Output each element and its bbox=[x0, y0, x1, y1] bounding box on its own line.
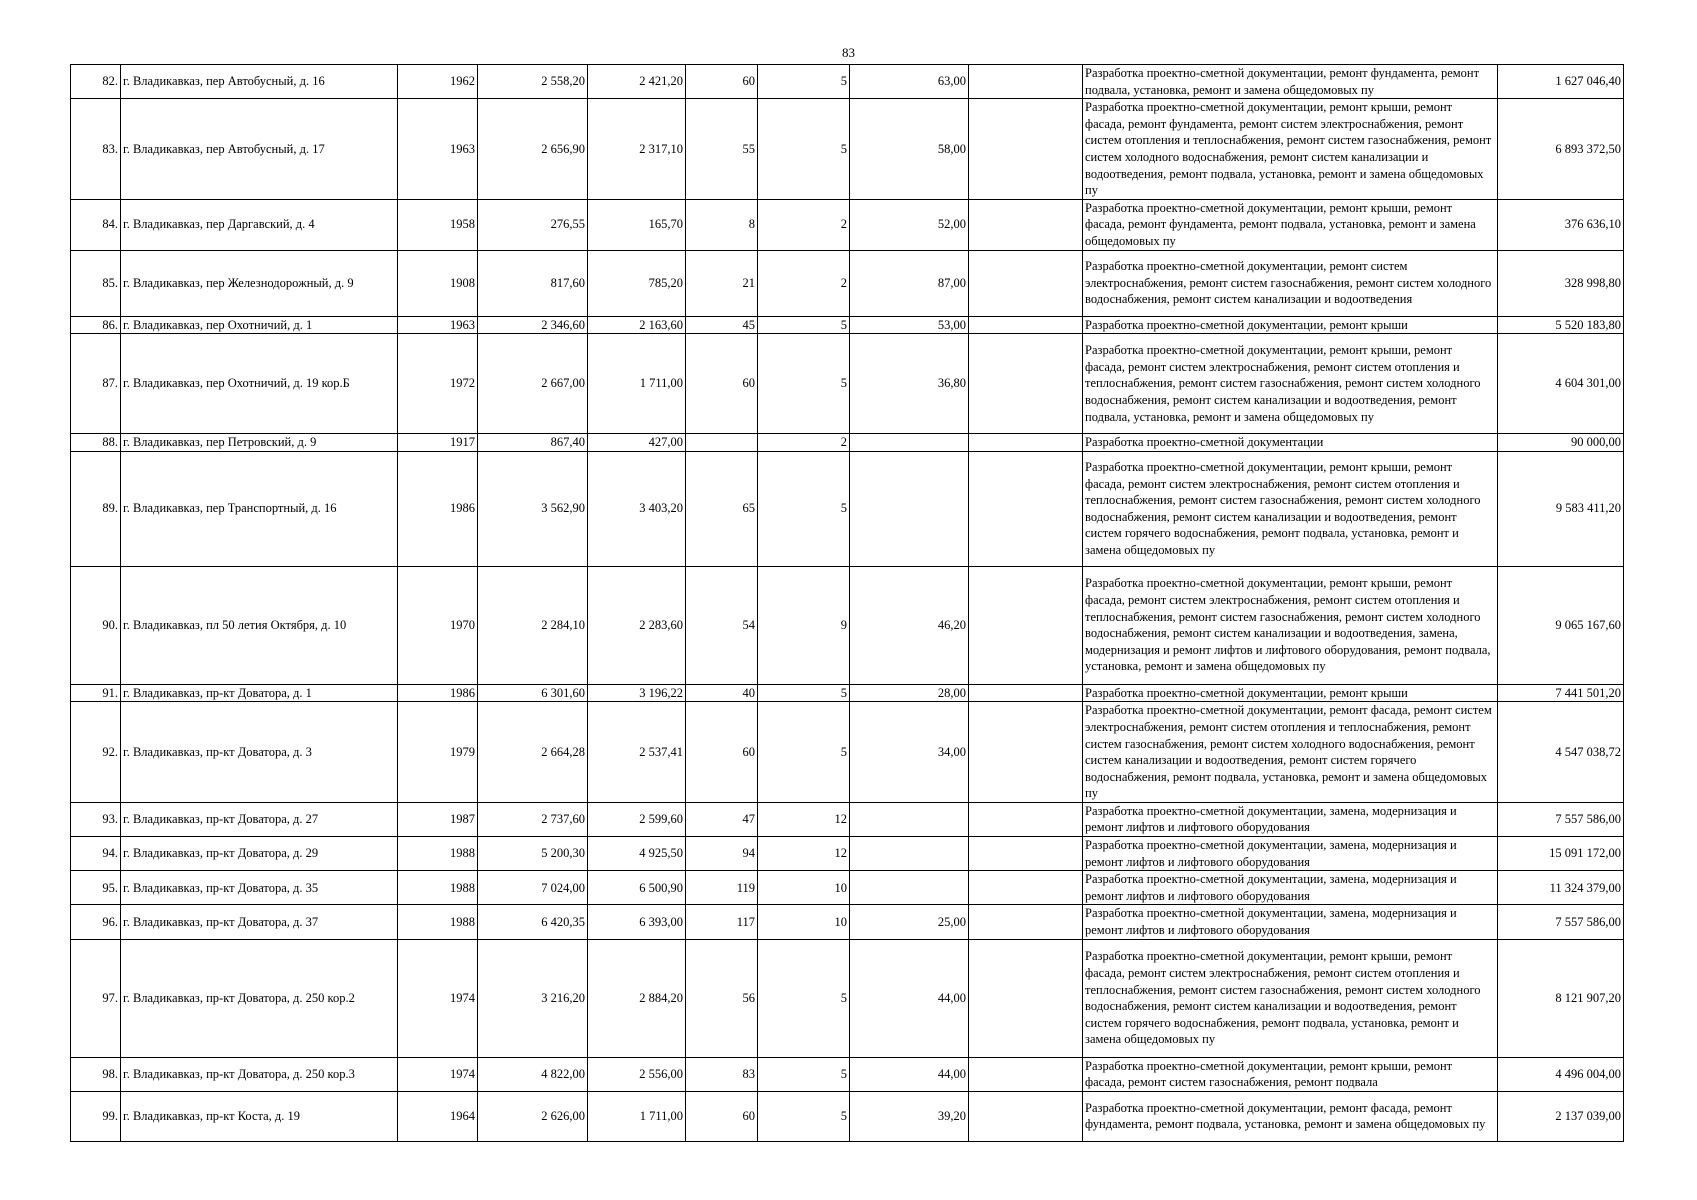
wear-cell: 44,00 bbox=[850, 1057, 969, 1091]
wear-cell: 46,20 bbox=[850, 566, 969, 684]
residents-cell: 60 bbox=[686, 1091, 758, 1141]
extra-cell bbox=[969, 334, 1083, 434]
cost-cell: 5 520 183,80 bbox=[1498, 316, 1624, 334]
extra-cell bbox=[969, 434, 1083, 452]
living-area-cell: 2 317,10 bbox=[588, 99, 686, 200]
wear-cell: 63,00 bbox=[850, 65, 969, 99]
living-area-cell: 1 711,00 bbox=[588, 334, 686, 434]
living-area-cell: 2 599,60 bbox=[588, 802, 686, 836]
address-cell: г. Владикавказ, пр-кт Коста, д. 19 bbox=[121, 1091, 398, 1141]
cost-cell: 7 557 586,00 bbox=[1498, 905, 1624, 939]
address-cell: г. Владикавказ, пр-кт Доватора, д. 250 кор.2 bbox=[121, 939, 398, 1057]
table-row bbox=[71, 1057, 1624, 1091]
residents-cell: 55 bbox=[686, 99, 758, 200]
residents-cell bbox=[686, 434, 758, 452]
row-number: 87. bbox=[71, 334, 121, 434]
year-cell: 1917 bbox=[398, 434, 478, 452]
residents-cell: 117 bbox=[686, 905, 758, 939]
cost-cell: 376 636,10 bbox=[1498, 199, 1624, 250]
wear-cell: 58,00 bbox=[850, 99, 969, 200]
table-row bbox=[71, 1091, 1624, 1141]
living-area-cell: 2 421,20 bbox=[588, 65, 686, 99]
living-area-cell: 427,00 bbox=[588, 434, 686, 452]
floors-cell: 9 bbox=[758, 566, 850, 684]
living-area-cell: 2 537,41 bbox=[588, 702, 686, 803]
floors-cell: 5 bbox=[758, 1091, 850, 1141]
total-area-cell: 2 737,60 bbox=[478, 802, 588, 836]
cost-cell: 328 998,80 bbox=[1498, 250, 1624, 316]
extra-cell bbox=[969, 905, 1083, 939]
cost-cell: 90 000,00 bbox=[1498, 434, 1624, 452]
year-cell: 1958 bbox=[398, 199, 478, 250]
year-cell: 1962 bbox=[398, 65, 478, 99]
table-row bbox=[71, 702, 1624, 803]
floors-cell: 5 bbox=[758, 65, 850, 99]
address-cell: г. Владикавказ, пр-кт Доватора, д. 37 bbox=[121, 905, 398, 939]
total-area-cell: 2 664,28 bbox=[478, 702, 588, 803]
year-cell: 1988 bbox=[398, 871, 478, 905]
works-description-cell: Разработка проектно-сметной документации, замена, модернизация и ремонт лифтов и лифтового оборудования bbox=[1083, 802, 1498, 836]
row-number: 89. bbox=[71, 451, 121, 566]
works-description-cell: Разработка проектно-сметной документации, ремонт систем электроснабжения, ремонт систем газоснабжения, ремонт систем холодного водоснабжения, ремонт систем канализации и водоотведения bbox=[1083, 250, 1498, 316]
total-area-cell: 6 301,60 bbox=[478, 684, 588, 702]
extra-cell bbox=[969, 939, 1083, 1057]
living-area-cell: 1 711,00 bbox=[588, 1091, 686, 1141]
floors-cell: 5 bbox=[758, 99, 850, 200]
extra-cell bbox=[969, 1091, 1083, 1141]
address-cell: г. Владикавказ, пер Петровский, д. 9 bbox=[121, 434, 398, 452]
extra-cell bbox=[969, 684, 1083, 702]
address-cell: г. Владикавказ, пл 50 летия Октября, д. 10 bbox=[121, 566, 398, 684]
year-cell: 1908 bbox=[398, 250, 478, 316]
cost-cell: 7 441 501,20 bbox=[1498, 684, 1624, 702]
floors-cell: 12 bbox=[758, 837, 850, 871]
extra-cell bbox=[969, 99, 1083, 200]
address-cell: г. Владикавказ, пер Охотничий, д. 1 bbox=[121, 316, 398, 334]
wear-cell: 28,00 bbox=[850, 684, 969, 702]
extra-cell bbox=[969, 1057, 1083, 1091]
total-area-cell: 3 216,20 bbox=[478, 939, 588, 1057]
table-row bbox=[71, 939, 1624, 1057]
total-area-cell: 817,60 bbox=[478, 250, 588, 316]
residents-cell: 119 bbox=[686, 871, 758, 905]
cost-cell: 4 496 004,00 bbox=[1498, 1057, 1624, 1091]
extra-cell bbox=[969, 65, 1083, 99]
year-cell: 1987 bbox=[398, 802, 478, 836]
table-row bbox=[71, 905, 1624, 939]
address-cell: г. Владикавказ, пер Охотничий, д. 19 кор.Б bbox=[121, 334, 398, 434]
total-area-cell: 5 200,30 bbox=[478, 837, 588, 871]
extra-cell bbox=[969, 802, 1083, 836]
floors-cell: 5 bbox=[758, 702, 850, 803]
address-cell: г. Владикавказ, пер Даргавский, д. 4 bbox=[121, 199, 398, 250]
table-row bbox=[71, 451, 1624, 566]
cost-cell: 9 583 411,20 bbox=[1498, 451, 1624, 566]
floors-cell: 2 bbox=[758, 250, 850, 316]
extra-cell bbox=[969, 566, 1083, 684]
works-description-cell: Разработка проектно-сметной документации, ремонт крыши, ремонт фасада, ремонт систем газоснабжения, ремонт подвала bbox=[1083, 1057, 1498, 1091]
works-description-cell: Разработка проектно-сметной документации, ремонт крыши, ремонт фасада, ремонт систем электроснабжения, ремонт систем отопления и теплоснабжения, ремонт систем газоснабжения, ремонт систем холодного водоснабжения, ремонт систем канализации и водоотведения, ремонт подвала, установка, ремонт и замена общедомовых пу bbox=[1083, 334, 1498, 434]
row-number: 97. bbox=[71, 939, 121, 1057]
table-body bbox=[71, 65, 1624, 1142]
total-area-cell: 2 626,00 bbox=[478, 1091, 588, 1141]
row-number: 96. bbox=[71, 905, 121, 939]
row-number: 85. bbox=[71, 250, 121, 316]
year-cell: 1963 bbox=[398, 99, 478, 200]
living-area-cell: 785,20 bbox=[588, 250, 686, 316]
floors-cell: 12 bbox=[758, 802, 850, 836]
residents-cell: 56 bbox=[686, 939, 758, 1057]
floors-cell: 5 bbox=[758, 1057, 850, 1091]
living-area-cell: 6 500,90 bbox=[588, 871, 686, 905]
floors-cell: 5 bbox=[758, 684, 850, 702]
row-number: 83. bbox=[71, 99, 121, 200]
wear-cell: 25,00 bbox=[850, 905, 969, 939]
wear-cell: 44,00 bbox=[850, 939, 969, 1057]
total-area-cell: 7 024,00 bbox=[478, 871, 588, 905]
works-description-cell: Разработка проектно-сметной документации, ремонт фасада, ремонт фундамента, ремонт подвала, установка, ремонт и замена общедомовых пу bbox=[1083, 1091, 1498, 1141]
total-area-cell: 2 667,00 bbox=[478, 334, 588, 434]
floors-cell: 5 bbox=[758, 939, 850, 1057]
address-cell: г. Владикавказ, пр-кт Доватора, д. 3 bbox=[121, 702, 398, 803]
residents-cell: 45 bbox=[686, 316, 758, 334]
wear-cell: 53,00 bbox=[850, 316, 969, 334]
address-cell: г. Владикавказ, пр-кт Доватора, д. 29 bbox=[121, 837, 398, 871]
total-area-cell: 2 558,20 bbox=[478, 65, 588, 99]
row-number: 90. bbox=[71, 566, 121, 684]
living-area-cell: 2 163,60 bbox=[588, 316, 686, 334]
year-cell: 1974 bbox=[398, 1057, 478, 1091]
wear-cell bbox=[850, 434, 969, 452]
total-area-cell: 2 656,90 bbox=[478, 99, 588, 200]
year-cell: 1972 bbox=[398, 334, 478, 434]
row-number: 88. bbox=[71, 434, 121, 452]
row-number: 91. bbox=[71, 684, 121, 702]
floors-cell: 5 bbox=[758, 451, 850, 566]
extra-cell bbox=[969, 702, 1083, 803]
floors-cell: 10 bbox=[758, 905, 850, 939]
residents-cell: 21 bbox=[686, 250, 758, 316]
wear-cell bbox=[850, 837, 969, 871]
living-area-cell: 3 196,22 bbox=[588, 684, 686, 702]
wear-cell: 52,00 bbox=[850, 199, 969, 250]
year-cell: 1979 bbox=[398, 702, 478, 803]
table-row bbox=[71, 434, 1624, 452]
works-description-cell: Разработка проектно-сметной документации, ремонт крыши, ремонт фасада, ремонт фундамента, ремонт подвала, установка, ремонт и замена общедомовых пу bbox=[1083, 199, 1498, 250]
address-cell: г. Владикавказ, пр-кт Доватора, д. 250 кор.3 bbox=[121, 1057, 398, 1091]
total-area-cell: 2 346,60 bbox=[478, 316, 588, 334]
year-cell: 1964 bbox=[398, 1091, 478, 1141]
residents-cell: 83 bbox=[686, 1057, 758, 1091]
living-area-cell: 2 283,60 bbox=[588, 566, 686, 684]
year-cell: 1963 bbox=[398, 316, 478, 334]
works-description-cell: Разработка проектно-сметной документации, ремонт крыши bbox=[1083, 316, 1498, 334]
year-cell: 1986 bbox=[398, 451, 478, 566]
total-area-cell: 4 822,00 bbox=[478, 1057, 588, 1091]
cost-cell: 8 121 907,20 bbox=[1498, 939, 1624, 1057]
row-number: 82. bbox=[71, 65, 121, 99]
row-number: 98. bbox=[71, 1057, 121, 1091]
address-cell: г. Владикавказ, пр-кт Доватора, д. 35 bbox=[121, 871, 398, 905]
address-cell: г. Владикавказ, пер Автобусный, д. 16 bbox=[121, 65, 398, 99]
floors-cell: 2 bbox=[758, 199, 850, 250]
row-number: 95. bbox=[71, 871, 121, 905]
wear-cell: 36,80 bbox=[850, 334, 969, 434]
year-cell: 1988 bbox=[398, 905, 478, 939]
housing-repair-table bbox=[70, 64, 1624, 1142]
wear-cell bbox=[850, 451, 969, 566]
wear-cell bbox=[850, 802, 969, 836]
table-row bbox=[71, 802, 1624, 836]
residents-cell: 54 bbox=[686, 566, 758, 684]
table-row bbox=[71, 684, 1624, 702]
table-row bbox=[71, 250, 1624, 316]
table-row bbox=[71, 65, 1624, 99]
year-cell: 1974 bbox=[398, 939, 478, 1057]
living-area-cell: 2 556,00 bbox=[588, 1057, 686, 1091]
floors-cell: 5 bbox=[758, 334, 850, 434]
works-description-cell: Разработка проектно-сметной документации, ремонт крыши, ремонт фасада, ремонт систем электроснабжения, ремонт систем отопления и теплоснабжения, ремонт систем газоснабжения, ремонт систем холодного водоснабжения, ремонт систем канализации и водоотведения, замена, модернизация и ремонт лифтов и лифтового оборудования, ремонт подвала, установка, ремонт и замена общедомовых пу bbox=[1083, 566, 1498, 684]
residents-cell: 60 bbox=[686, 334, 758, 434]
year-cell: 1970 bbox=[398, 566, 478, 684]
works-description-cell: Разработка проектно-сметной документации, замена, модернизация и ремонт лифтов и лифтового оборудования bbox=[1083, 871, 1498, 905]
works-description-cell: Разработка проектно-сметной документации, ремонт крыши, ремонт фасада, ремонт фундамента, ремонт систем электроснабжения, ремонт систем отопления и теплоснабжения, ремонт систем газоснабжения, ремонт систем холодного водоснабжения, ремонт систем канализации и водоотведения, ремонт подвала, установка, ремонт и замена общедомовых пу bbox=[1083, 99, 1498, 200]
row-number: 92. bbox=[71, 702, 121, 803]
works-description-cell: Разработка проектно-сметной документации, ремонт крыши bbox=[1083, 684, 1498, 702]
row-number: 86. bbox=[71, 316, 121, 334]
living-area-cell: 2 884,20 bbox=[588, 939, 686, 1057]
extra-cell bbox=[969, 250, 1083, 316]
residents-cell: 65 bbox=[686, 451, 758, 566]
works-description-cell: Разработка проектно-сметной документации, ремонт фундамента, ремонт подвала, установка, ремонт и замена общедомовых пу bbox=[1083, 65, 1498, 99]
cost-cell: 9 065 167,60 bbox=[1498, 566, 1624, 684]
wear-cell: 34,00 bbox=[850, 702, 969, 803]
cost-cell: 7 557 586,00 bbox=[1498, 802, 1624, 836]
cost-cell: 15 091 172,00 bbox=[1498, 837, 1624, 871]
address-cell: г. Владикавказ, пер Автобусный, д. 17 bbox=[121, 99, 398, 200]
address-cell: г. Владикавказ, пр-кт Доватора, д. 1 bbox=[121, 684, 398, 702]
cost-cell: 1 627 046,40 bbox=[1498, 65, 1624, 99]
page-number: 83 bbox=[842, 45, 855, 60]
table-row bbox=[71, 199, 1624, 250]
row-number: 99. bbox=[71, 1091, 121, 1141]
total-area-cell: 276,55 bbox=[478, 199, 588, 250]
works-description-cell: Разработка проектно-сметной документации, замена, модернизация и ремонт лифтов и лифтового оборудования bbox=[1083, 905, 1498, 939]
extra-cell bbox=[969, 837, 1083, 871]
wear-cell: 87,00 bbox=[850, 250, 969, 316]
table-row bbox=[71, 871, 1624, 905]
cost-cell: 4 604 301,00 bbox=[1498, 334, 1624, 434]
works-description-cell: Разработка проектно-сметной документации, ремонт крыши, ремонт фасада, ремонт систем электроснабжения, ремонт систем отопления и теплоснабжения, ремонт систем газоснабжения, ремонт систем холодного водоснабжения, ремонт систем канализации и водоотведения, ремонт систем горячего водоснабжения, ремонт подвала, установка, ремонт и замена общедомовых пу bbox=[1083, 451, 1498, 566]
table-row bbox=[71, 837, 1624, 871]
works-description-cell: Разработка проектно-сметной документации, ремонт фасада, ремонт систем электроснабжения, ремонт систем отопления и теплоснабжения, ремонт систем газоснабжения, ремонт систем холодного водоснабжения, ремонт систем канализации и водоотведения, ремонт систем горячего водоснабжения, ремонт подвала, установка, ремонт и замена общедомовых пу bbox=[1083, 702, 1498, 803]
floors-cell: 10 bbox=[758, 871, 850, 905]
table-row bbox=[71, 334, 1624, 434]
residents-cell: 60 bbox=[686, 702, 758, 803]
table-row bbox=[71, 316, 1624, 334]
residents-cell: 8 bbox=[686, 199, 758, 250]
address-cell: г. Владикавказ, пр-кт Доватора, д. 27 bbox=[121, 802, 398, 836]
floors-cell: 5 bbox=[758, 316, 850, 334]
works-description-cell: Разработка проектно-сметной документации bbox=[1083, 434, 1498, 452]
row-number: 93. bbox=[71, 802, 121, 836]
cost-cell: 11 324 379,00 bbox=[1498, 871, 1624, 905]
residents-cell: 60 bbox=[686, 65, 758, 99]
total-area-cell: 2 284,10 bbox=[478, 566, 588, 684]
total-area-cell: 867,40 bbox=[478, 434, 588, 452]
residents-cell: 47 bbox=[686, 802, 758, 836]
wear-cell bbox=[850, 871, 969, 905]
living-area-cell: 165,70 bbox=[588, 199, 686, 250]
year-cell: 1986 bbox=[398, 684, 478, 702]
living-area-cell: 4 925,50 bbox=[588, 837, 686, 871]
row-number: 84. bbox=[71, 199, 121, 250]
works-description-cell: Разработка проектно-сметной документации, замена, модернизация и ремонт лифтов и лифтового оборудования bbox=[1083, 837, 1498, 871]
total-area-cell: 6 420,35 bbox=[478, 905, 588, 939]
works-description-cell: Разработка проектно-сметной документации, ремонт крыши, ремонт фасада, ремонт систем электроснабжения, ремонт систем отопления и теплоснабжения, ремонт систем газоснабжения, ремонт систем холодного водоснабжения, ремонт систем канализации и водоотведения, ремонт систем горячего водоснабжения, ремонт подвала, установка, ремонт и замена общедомовых пу bbox=[1083, 939, 1498, 1057]
cost-cell: 4 547 038,72 bbox=[1498, 702, 1624, 803]
extra-cell bbox=[969, 316, 1083, 334]
table-row bbox=[71, 99, 1624, 200]
table-row bbox=[71, 566, 1624, 684]
wear-cell: 39,20 bbox=[850, 1091, 969, 1141]
total-area-cell: 3 562,90 bbox=[478, 451, 588, 566]
floors-cell: 2 bbox=[758, 434, 850, 452]
year-cell: 1988 bbox=[398, 837, 478, 871]
living-area-cell: 3 403,20 bbox=[588, 451, 686, 566]
address-cell: г. Владикавказ, пер Железнодорожный, д. 9 bbox=[121, 250, 398, 316]
cost-cell: 6 893 372,50 bbox=[1498, 99, 1624, 200]
residents-cell: 94 bbox=[686, 837, 758, 871]
living-area-cell: 6 393,00 bbox=[588, 905, 686, 939]
extra-cell bbox=[969, 199, 1083, 250]
row-number: 94. bbox=[71, 837, 121, 871]
extra-cell bbox=[969, 451, 1083, 566]
residents-cell: 40 bbox=[686, 684, 758, 702]
address-cell: г. Владикавказ, пер Транспортный, д. 16 bbox=[121, 451, 398, 566]
extra-cell bbox=[969, 871, 1083, 905]
cost-cell: 2 137 039,00 bbox=[1498, 1091, 1624, 1141]
